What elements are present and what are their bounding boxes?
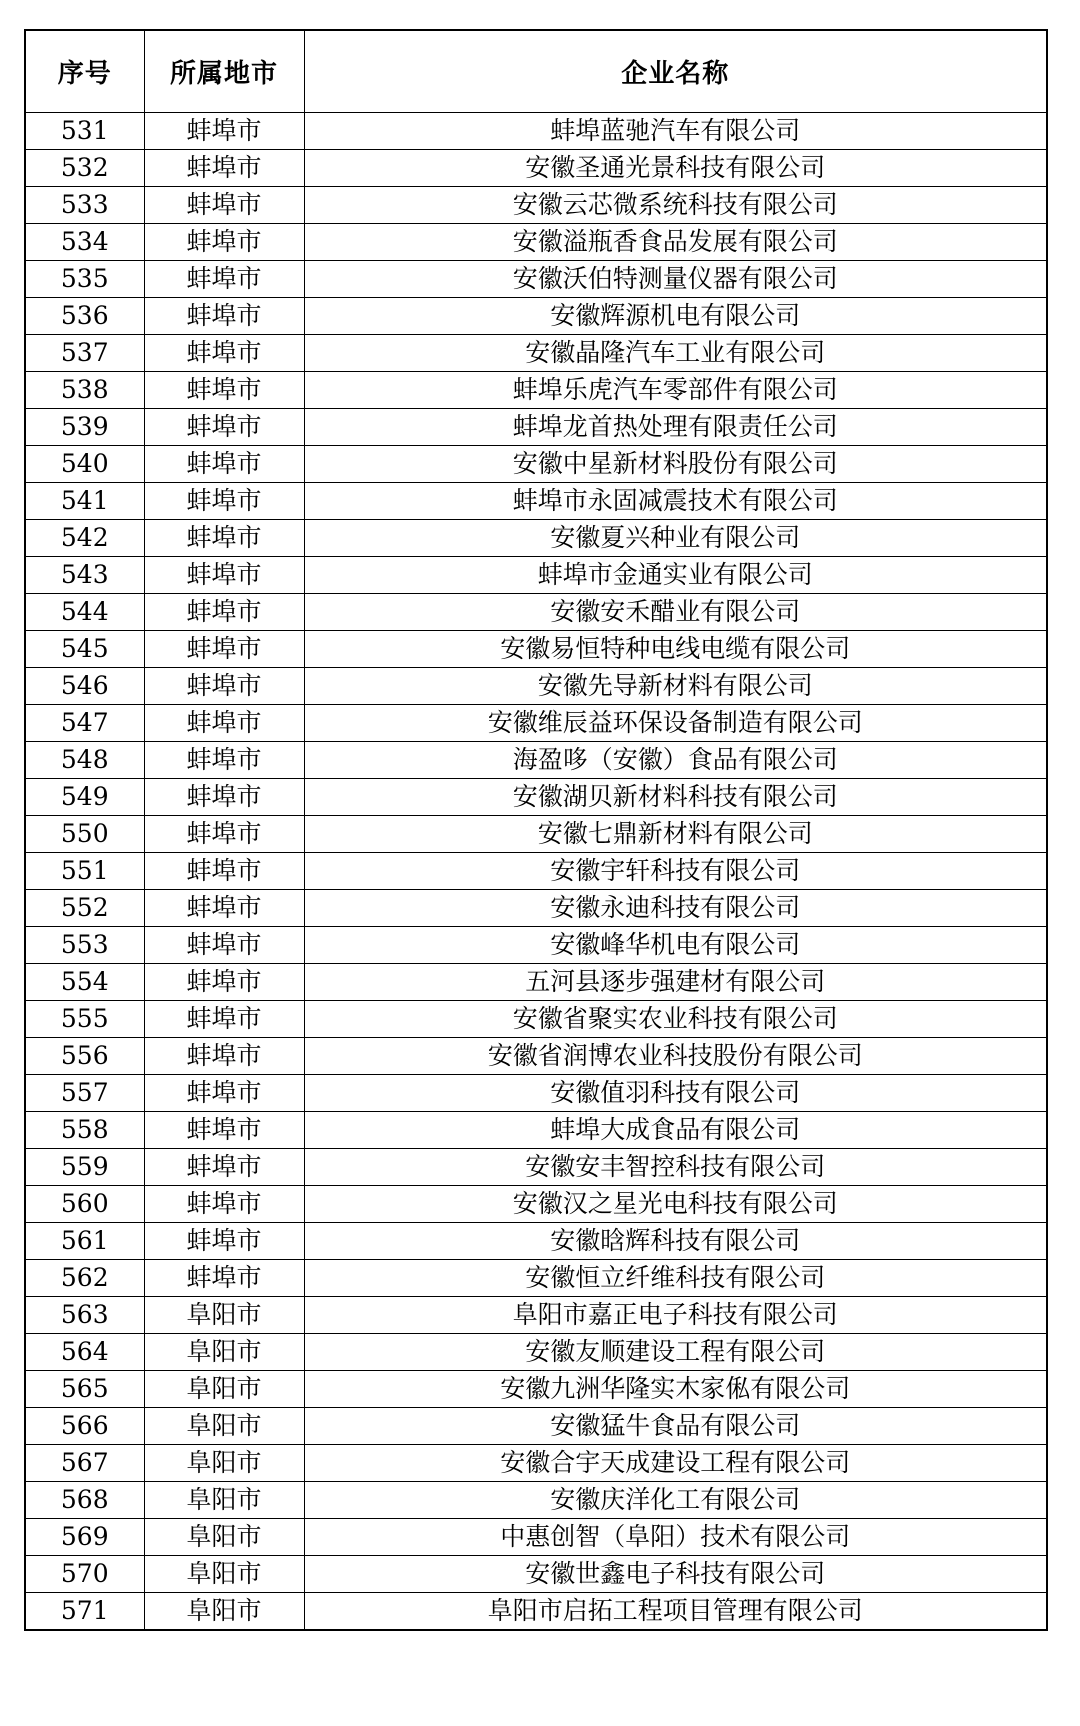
serial-no-cell: 565 [25,1371,144,1408]
company-name-cell: 安徽九洲华隆实木家俬有限公司 [304,1371,1047,1408]
table-row [25,853,1047,890]
serial-no-cell: 546 [25,668,144,705]
serial-no-cell: 542 [25,520,144,557]
serial-no-cell: 566 [25,1408,144,1445]
company-name-cell: 安徽辉源机电有限公司 [304,298,1047,335]
table-row [25,594,1047,631]
serial-no-cell: 531 [25,113,144,150]
city-cell: 蚌埠市 [144,1112,304,1149]
company-name-cell: 蚌埠乐虎汽车零部件有限公司 [304,372,1047,409]
company-name-cell: 安徽友顺建设工程有限公司 [304,1334,1047,1371]
company-name-cell: 安徽永迪科技有限公司 [304,890,1047,927]
company-name-cell: 蚌埠市永固减震技术有限公司 [304,483,1047,520]
table-row [25,1001,1047,1038]
serial-no-cell: 561 [25,1223,144,1260]
serial-no-cell: 559 [25,1149,144,1186]
company-name-cell: 安徽夏兴种业有限公司 [304,520,1047,557]
table-row [25,964,1047,1001]
company-name-cell: 安徽猛牛食品有限公司 [304,1408,1047,1445]
serial-no-cell: 550 [25,816,144,853]
company-name-cell: 安徽晗辉科技有限公司 [304,1223,1047,1260]
city-cell: 蚌埠市 [144,224,304,261]
city-cell: 蚌埠市 [144,298,304,335]
table-row [25,1260,1047,1297]
company-name-cell: 安徽恒立纤维科技有限公司 [304,1260,1047,1297]
serial-no-cell: 533 [25,187,144,224]
table-row [25,483,1047,520]
table-row [25,1334,1047,1371]
company-name-cell: 安徽圣通光景科技有限公司 [304,150,1047,187]
city-cell: 阜阳市 [144,1334,304,1371]
city-cell: 蚌埠市 [144,1186,304,1223]
city-cell: 蚌埠市 [144,742,304,779]
table-row [25,520,1047,557]
serial-no-cell: 568 [25,1482,144,1519]
city-cell: 蚌埠市 [144,1038,304,1075]
company-name-cell: 五河县逐步强建材有限公司 [304,964,1047,1001]
serial-no-cell: 552 [25,890,144,927]
company-name-cell: 安徽合宇天成建设工程有限公司 [304,1445,1047,1482]
table-row [25,1038,1047,1075]
column-header-serial-no: 序号 [25,30,144,113]
table-row [25,742,1047,779]
table-row [25,1223,1047,1260]
table-row [25,668,1047,705]
serial-no-cell: 570 [25,1556,144,1593]
city-cell: 蚌埠市 [144,335,304,372]
city-cell: 蚌埠市 [144,483,304,520]
table-row [25,705,1047,742]
company-name-cell: 安徽湖贝新材料科技有限公司 [304,779,1047,816]
enterprise-table [24,29,1048,1631]
company-name-cell: 蚌埠龙首热处理有限责任公司 [304,409,1047,446]
city-cell: 阜阳市 [144,1445,304,1482]
table-row [25,113,1047,150]
company-name-cell: 安徽省润博农业科技股份有限公司 [304,1038,1047,1075]
serial-no-cell: 558 [25,1112,144,1149]
city-cell: 蚌埠市 [144,779,304,816]
company-name-cell: 安徽先导新材料有限公司 [304,668,1047,705]
enterprise-table-container [24,29,1046,1631]
serial-no-cell: 557 [25,1075,144,1112]
serial-no-cell: 547 [25,705,144,742]
serial-no-cell: 563 [25,1297,144,1334]
company-name-cell: 安徽安丰智控科技有限公司 [304,1149,1047,1186]
serial-no-cell: 538 [25,372,144,409]
company-name-cell: 安徽世鑫电子科技有限公司 [304,1556,1047,1593]
table-row [25,1556,1047,1593]
company-name-cell: 安徽值羽科技有限公司 [304,1075,1047,1112]
serial-no-cell: 549 [25,779,144,816]
table-body [25,113,1047,1631]
table-row [25,1371,1047,1408]
serial-no-cell: 540 [25,446,144,483]
serial-no-cell: 535 [25,261,144,298]
table-row [25,1408,1047,1445]
company-name-cell: 蚌埠大成食品有限公司 [304,1112,1047,1149]
table-row [25,150,1047,187]
serial-no-cell: 562 [25,1260,144,1297]
city-cell: 阜阳市 [144,1297,304,1334]
table-row [25,1112,1047,1149]
city-cell: 阜阳市 [144,1371,304,1408]
company-name-cell: 海盈哆（安徽）食品有限公司 [304,742,1047,779]
city-cell: 阜阳市 [144,1408,304,1445]
table-row [25,224,1047,261]
table-row [25,1519,1047,1556]
company-name-cell: 安徽溢瓶香食品发展有限公司 [304,224,1047,261]
city-cell: 蚌埠市 [144,150,304,187]
serial-no-cell: 543 [25,557,144,594]
city-cell: 阜阳市 [144,1482,304,1519]
city-cell: 蚌埠市 [144,1260,304,1297]
company-name-cell: 安徽七鼎新材料有限公司 [304,816,1047,853]
city-cell: 蚌埠市 [144,594,304,631]
city-cell: 阜阳市 [144,1556,304,1593]
serial-no-cell: 537 [25,335,144,372]
table-row [25,1186,1047,1223]
table-header-row [25,30,1047,113]
table-row [25,187,1047,224]
serial-no-cell: 548 [25,742,144,779]
company-name-cell: 安徽易恒特种电线电缆有限公司 [304,631,1047,668]
company-name-cell: 安徽峰华机电有限公司 [304,927,1047,964]
company-name-cell: 安徽中星新材料股份有限公司 [304,446,1047,483]
serial-no-cell: 544 [25,594,144,631]
company-name-cell: 安徽汉之星光电科技有限公司 [304,1186,1047,1223]
city-cell: 蚌埠市 [144,409,304,446]
serial-no-cell: 571 [25,1593,144,1631]
company-name-cell: 安徽沃伯特测量仪器有限公司 [304,261,1047,298]
serial-no-cell: 569 [25,1519,144,1556]
city-cell: 蚌埠市 [144,1075,304,1112]
serial-no-cell: 554 [25,964,144,1001]
table-row [25,816,1047,853]
city-cell: 蚌埠市 [144,1223,304,1260]
serial-no-cell: 567 [25,1445,144,1482]
company-name-cell: 中惠创智（阜阳）技术有限公司 [304,1519,1047,1556]
city-cell: 蚌埠市 [144,261,304,298]
serial-no-cell: 560 [25,1186,144,1223]
serial-no-cell: 555 [25,1001,144,1038]
table-row [25,1297,1047,1334]
city-cell: 蚌埠市 [144,853,304,890]
company-name-cell: 安徽宇轩科技有限公司 [304,853,1047,890]
city-cell: 蚌埠市 [144,446,304,483]
serial-no-cell: 545 [25,631,144,668]
table-row [25,1482,1047,1519]
company-name-cell: 安徽维辰益环保设备制造有限公司 [304,705,1047,742]
table-row [25,372,1047,409]
company-name-cell: 阜阳市嘉正电子科技有限公司 [304,1297,1047,1334]
city-cell: 蚌埠市 [144,705,304,742]
serial-no-cell: 534 [25,224,144,261]
city-cell: 蚌埠市 [144,890,304,927]
city-cell: 蚌埠市 [144,113,304,150]
city-cell: 蚌埠市 [144,964,304,1001]
table-row [25,927,1047,964]
city-cell: 蚌埠市 [144,1149,304,1186]
company-name-cell: 蚌埠蓝驰汽车有限公司 [304,113,1047,150]
city-cell: 蚌埠市 [144,816,304,853]
city-cell: 蚌埠市 [144,372,304,409]
company-name-cell: 蚌埠市金通实业有限公司 [304,557,1047,594]
table-row [25,557,1047,594]
table-row [25,261,1047,298]
company-name-cell: 阜阳市启拓工程项目管理有限公司 [304,1593,1047,1631]
city-cell: 蚌埠市 [144,631,304,668]
column-header-city: 所属地市 [144,30,304,113]
city-cell: 阜阳市 [144,1519,304,1556]
city-cell: 蚌埠市 [144,557,304,594]
serial-no-cell: 564 [25,1334,144,1371]
table-row [25,631,1047,668]
table-row [25,1075,1047,1112]
company-name-cell: 安徽晶隆汽车工业有限公司 [304,335,1047,372]
serial-no-cell: 553 [25,927,144,964]
column-header-company-name: 企业名称 [304,30,1047,113]
table-row [25,779,1047,816]
serial-no-cell: 556 [25,1038,144,1075]
city-cell: 蚌埠市 [144,1001,304,1038]
serial-no-cell: 532 [25,150,144,187]
serial-no-cell: 539 [25,409,144,446]
city-cell: 蚌埠市 [144,668,304,705]
table-row [25,890,1047,927]
serial-no-cell: 536 [25,298,144,335]
city-cell: 蚌埠市 [144,520,304,557]
company-name-cell: 安徽云芯微系统科技有限公司 [304,187,1047,224]
table-row [25,298,1047,335]
city-cell: 蚌埠市 [144,927,304,964]
table-row [25,409,1047,446]
table-row [25,335,1047,372]
city-cell: 蚌埠市 [144,187,304,224]
table-row [25,1445,1047,1482]
table-row [25,446,1047,483]
company-name-cell: 安徽省聚实农业科技有限公司 [304,1001,1047,1038]
serial-no-cell: 541 [25,483,144,520]
company-name-cell: 安徽庆洋化工有限公司 [304,1482,1047,1519]
table-row [25,1149,1047,1186]
serial-no-cell: 551 [25,853,144,890]
company-name-cell: 安徽安禾醋业有限公司 [304,594,1047,631]
city-cell: 阜阳市 [144,1593,304,1631]
table-row [25,1593,1047,1631]
